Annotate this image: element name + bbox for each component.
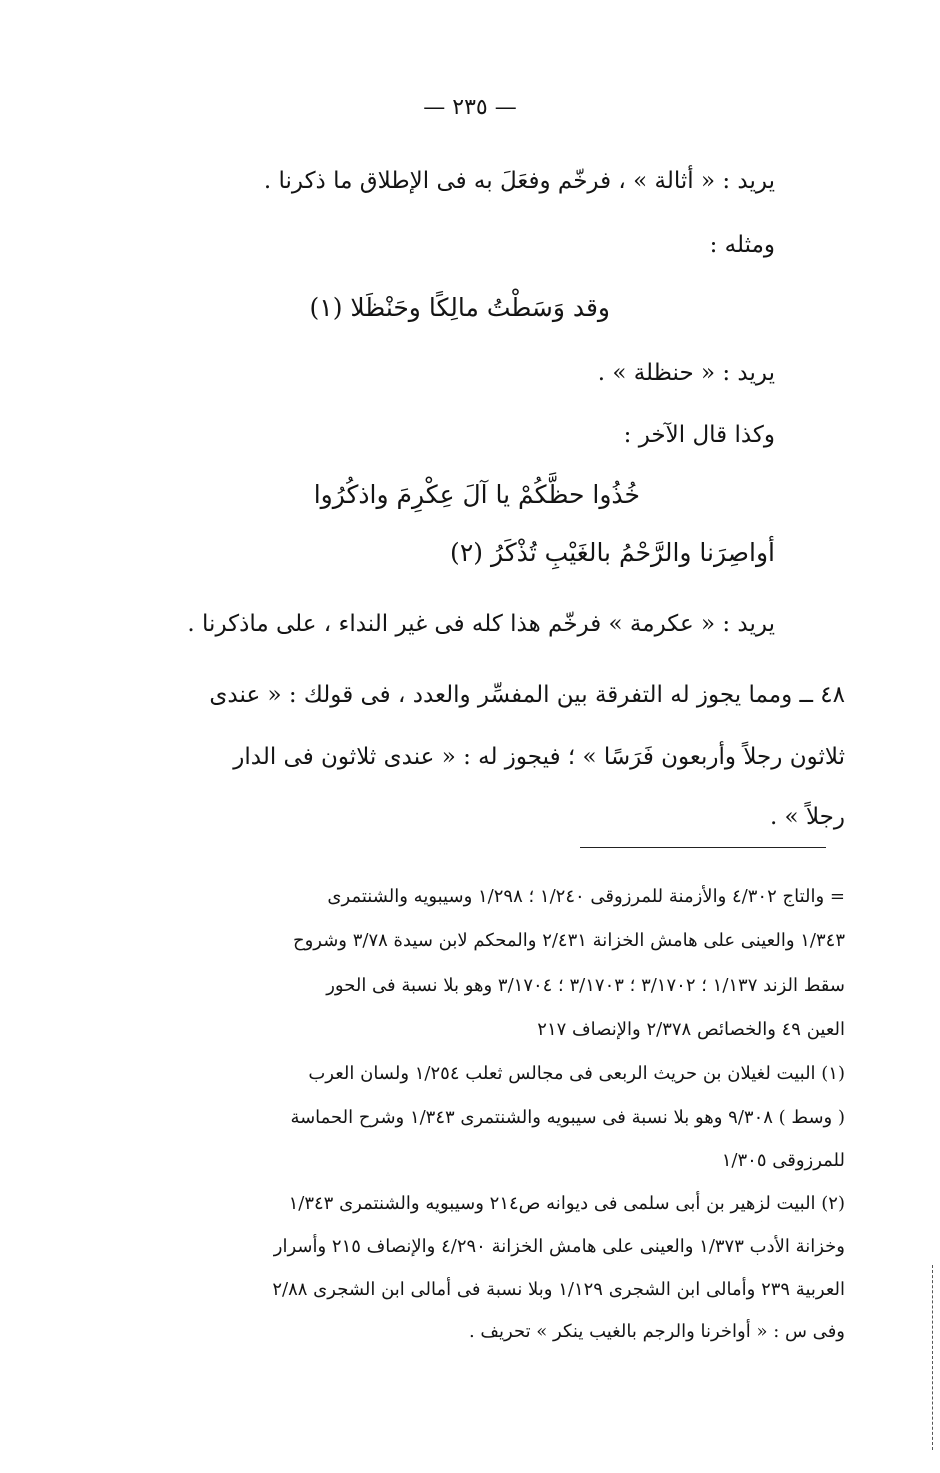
text-line-1: يريد : « أثالة » ، فرخّم وفعَلَ به فى الإطلاق ما ذكرنا . [263,168,775,194]
page-edge-mark [932,1265,933,1450]
footnote-continued-line-4: العين ٤٩ والخصائص ٢/٣٧٨ والإنصاف ٢١٧ [537,1019,845,1040]
footnote-continued-line-1: = والتاج ٤/٣٠٢ والأزمنة للمرزوقى ١/٢٤٠ ؛ ١/٢٩٨ وسيبويه والشنتمرى [327,886,845,907]
footnote-2-line-3: العربية ٢٣٩ وأمالى ابن الشجرى ١/١٢٩ وبلا نسبة فى أمالى ابن الشجرى ٢/٨٨ [272,1279,845,1300]
footnote-2-line-4: وفى س : « أواخرنا والرجم بالغيب ينكر » تحريف . [468,1321,845,1342]
footnote-2-line-1: (٢) البيت لزهير بن أبى سلمى فى ديوانه ص٢١٤ وسيبويه والشنتمرى ١/٣٤٣ [288,1193,845,1214]
text-line-2: ومثله : [709,232,775,258]
footnote-1-line-2: ( وسط ) ٩/٣٠٨ وهو بلا نسبة فى سيبويه والشنتمرى ١/٣٤٣ وشرح الحماسة [290,1107,845,1128]
text-line-5: يريد : « عكرمة » فرخّم هذا كله فى غير النداء ، على ماذكرنا . [187,611,775,637]
verse-1: وقد وَسَطْتُ مالِكًا وحَنْظَلا (١) [309,293,610,322]
verse-2-first-hemistich: خُذُوا حظَّكُمْ يا آلَ عِكْرِمَ واذكُرُوا [313,480,640,509]
paragraph-48-line-1: ٤٨ ــ ومما يجوز له التفرقة بين المفسِّر والعدد ، فى قولك : « عندى [209,682,845,708]
footnote-continued-line-3: سقط الزند ١/١٣٧ ؛ ٣/١٧٠٢ ؛ ٣/١٧٠٣ ؛ ٣/١٧٠٤ وهو بلا نسبة فى الحور [326,975,845,996]
footnote-continued-line-2: ١/٣٤٣ والعينى على هامش الخزانة ٢/٤٣١ والمحكم لابن سيدة ٣/٧٨ وشروح [292,930,845,951]
footnote-1-line-3: للمرزوقى ١/٣٠٥ [721,1150,845,1171]
paragraph-48-line-3: رجلاً » . [769,804,845,830]
verse-2-second-hemistich: أواصِرَنا والرَّحْمُ بالغَيْبِ تُذْكَرُ (٢) [450,538,775,567]
page-number: — ٢٣٥ — [423,95,517,120]
text-line-3: يريد : « حنظلة » . [597,360,775,386]
footnote-1-line-1: (١) البيت لغيلان بن حريث الربعى فى مجالس ثعلب ١/٢٥٤ ولسان العرب [308,1063,845,1084]
footnote-2-line-2: وخزانة الأدب ١/٣٧٣ والعينى على هامش الخزانة ٤/٢٩٠ والإنصاف ٢١٥ وأسرار [273,1236,845,1257]
text-line-4: وكذا قال الآخر : [623,422,775,448]
paragraph-48-line-2: ثلاثون رجلاً وأربعون فَرَسًا » ؛ فيجوز له : « عندى ثلاثون فى الدار [233,744,845,770]
footnote-separator [580,847,826,848]
